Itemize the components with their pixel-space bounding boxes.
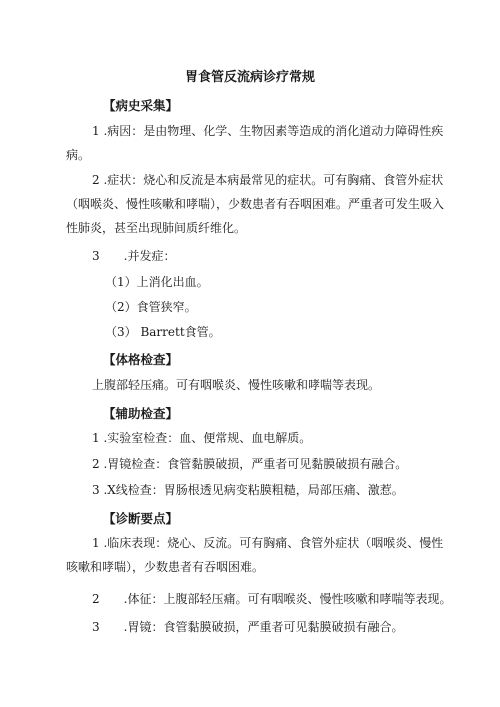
diagnosis-sign-line <box>92 591 451 607</box>
heading-diagnosis: 【诊断要点】 <box>103 511 179 526</box>
complication-label: .并发症： <box>123 249 176 263</box>
heading-physical-exam: 【体格检查】 <box>103 352 179 367</box>
aux-lab-line: 1 .实验室检查：血、便常规、血电解质。 <box>92 431 312 445</box>
aux-endoscopy-line: 2 .胃镜检查：食管黏膜破损，严重者可见黏膜破损有融合。 <box>92 457 408 471</box>
physical-exam-line: 上腹部轻压痛。可有咽喉炎、慢性咳嗽和哮喘等表现。 <box>92 378 381 392</box>
history-symptom-line-2: （咽喉炎、慢性咳嗽和哮喘），少数患者有吞咽困难。严重者可发生吸入 <box>66 197 445 211</box>
complication-item-2: （2）食管狭窄。 <box>105 300 197 314</box>
endoscopy-number: 3 <box>92 620 100 634</box>
history-cause-line-1: 1 .病因：是由物理、化学、生物因素等造成的消化道动力障碍性疾 <box>92 124 444 138</box>
heading-history: 【病史采集】 <box>103 98 179 113</box>
aux-xray-line: 3 .X线检查：胃肠根透见病变粘膜粗糙，局部压痛、激惹。 <box>92 483 404 497</box>
sign-text: .体征：上腹部轻压痛。可有咽喉炎、慢性咳嗽和哮喘等表现。 <box>123 592 452 606</box>
history-complication-line <box>92 248 175 264</box>
complication-item-3: （3） Barrett食管。 <box>105 325 221 339</box>
history-cause-line-2: 病。 <box>66 148 91 162</box>
heading-auxiliary-exam: 【辅助检查】 <box>103 406 179 421</box>
history-symptom-line-3: 性肺炎，甚至出现肺间质纤维化。 <box>66 221 247 235</box>
complication-item-1: （1）上消化出血。 <box>105 275 209 289</box>
diagnosis-clinical-line-1: 1 .临床表现：烧心、反流。可有胸痛、食管外症状（咽喉炎、慢性 <box>92 536 444 550</box>
history-symptom-line-1: 2 .症状：烧心和反流是本病最常见的症状。可有胸痛、食管外症状 <box>92 173 444 187</box>
sign-number: 2 <box>92 592 100 606</box>
diagnosis-clinical-line-2: 咳嗽和哮喘），少数患者有吞咽困难。 <box>66 560 265 574</box>
document-title: 胃食管反流病诊疗常规 <box>184 70 315 85</box>
complication-number: 3 <box>92 249 100 263</box>
endoscopy-text: .胃镜：食管黏膜破损，严重者可见黏膜破损有融合。 <box>123 620 404 634</box>
diagnosis-endoscopy-line <box>92 619 403 635</box>
